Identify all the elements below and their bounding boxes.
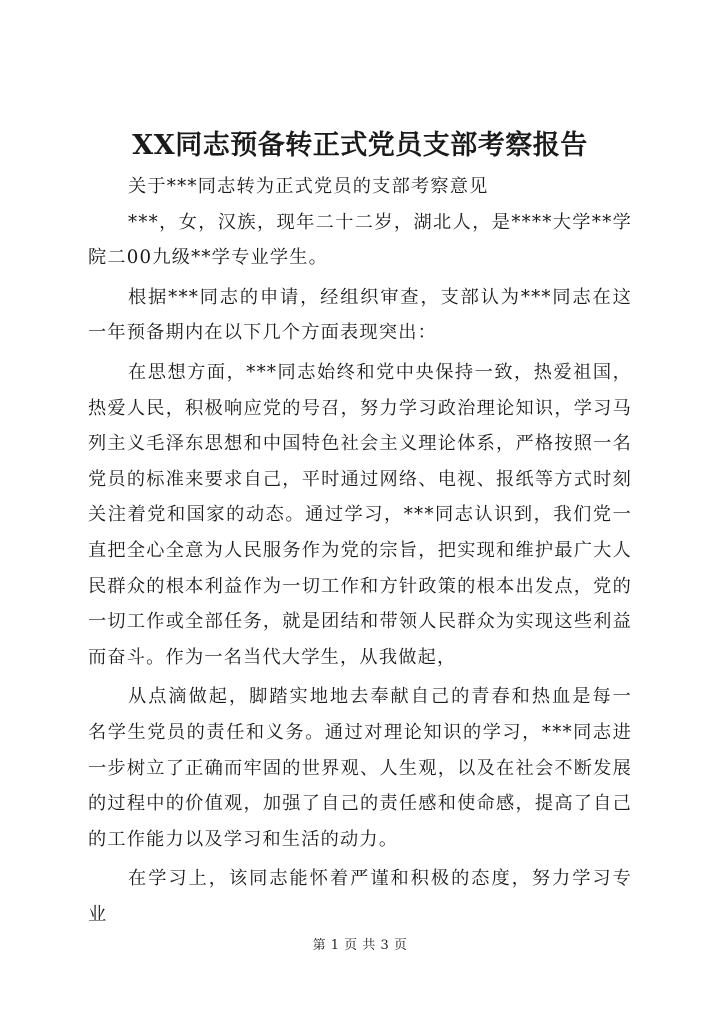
paragraph-subtitle: 关于***同志转为正式党员的支部考察意见 [128, 176, 489, 197]
page-footer: 第 1 页 共 3 页 [312, 938, 408, 953]
document-body [88, 169, 632, 936]
paragraph-personal-info: ***，女，汉族，现年二十二岁，湖北人，是****大学**学院二00九级**学专业学生。 [88, 211, 632, 269]
paragraph-ideology: 在思想方面，***同志始终和党中央保持一致，热爱祖国，热爱人民，积极响应党的号召，努力学习政治理论知识，学习马列主义毛泽东思想和中国特色社会主义理论体系，严格按照一名党员的标准来要求自己，平时通过网络、电视、报纸等方式时刻关注着党和国家的动态。通过学习，***同志认识到，我们党一直把全心全意为人民服务作为党的宗旨，把实现和维护最广大人民群众的根本利益作为一切工作和方针政策的根本出发点，党的一切工作或全部任务，就是团结和带领人民群众为实现这些利益而奋斗。作为一名当代大学生，从我做起， [88, 361, 632, 668]
paragraph-responsibility: 从点滴做起，脚踏实地地去奉献自己的青春和热血是每一名学生党员的责任和义务。通过对理论知识的学习，***同志进一步树立了正确而牢固的世界观、人生观，以及在社会不断发展的过程中的价值观，加强了自己的责任感和使命感，提高了自己的工作能力以及学习和生活的动力。 [88, 686, 632, 850]
paragraph-study: 在学习上，该同志能怀着严谨和积极的态度，努力学习专业 [88, 868, 632, 925]
paragraph-intro: 根据***同志的申请，经组织审查，支部认为***同志在这一年预备期内在以下几个方面表现突出： [88, 286, 632, 344]
document-title: XX同志预备转正式党员支部考察报告 [132, 130, 588, 161]
